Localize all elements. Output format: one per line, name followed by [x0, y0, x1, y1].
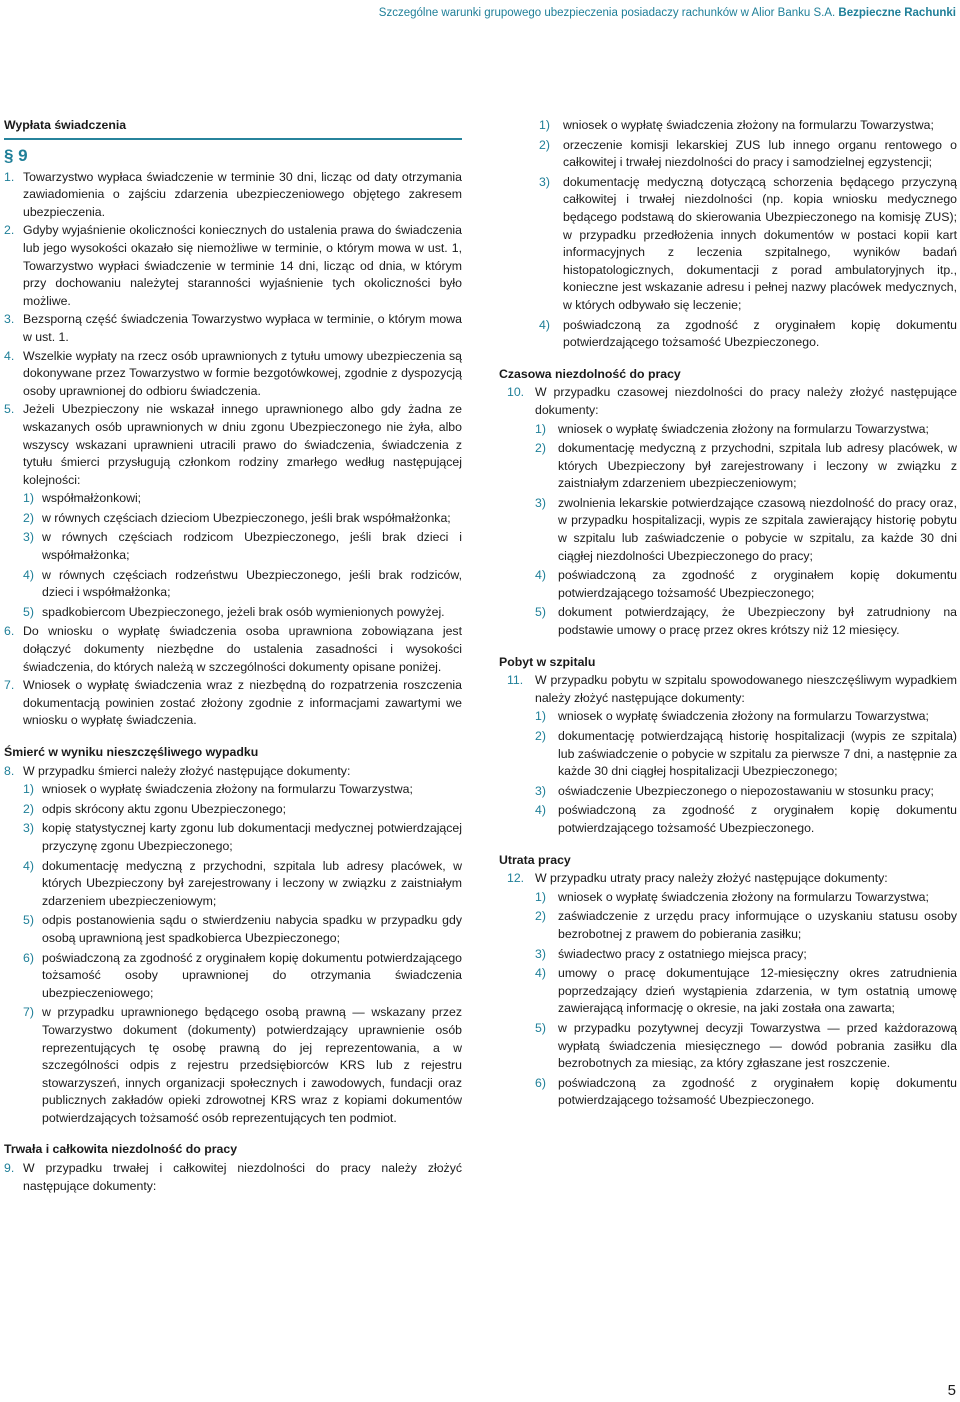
clause-12-item-3 — [535, 946, 957, 964]
item-number: 5) — [23, 913, 34, 928]
item-number: 3) — [539, 174, 550, 189]
clause-10-item-4 — [535, 567, 957, 602]
item-number: 3) — [535, 495, 546, 510]
item-number: 3) — [535, 946, 546, 961]
clause-12-item-2 — [535, 908, 957, 943]
item-text: w przypadku pozytywnej decyzji Towarzystwa — przed każdorazową wypłatą świadczenia miesięcznego — dowód pobrania zasiłku dla bezrobotnych za miesiąc, za który zgłaszane jest roszczenie. — [558, 1020, 957, 1071]
item-text: współmałżonkowi; — [42, 491, 142, 506]
clause-11-item-3 — [535, 783, 957, 801]
item-number: 5) — [23, 604, 34, 619]
item-text: poświadczoną za zgodność z oryginałem kopię dokumentu potwierdzającego tożsamość Ubezpieczonego. — [563, 317, 957, 350]
clause-10-item-2 — [535, 440, 957, 493]
job-loss-section-title: Utrata pracy — [499, 852, 571, 867]
item-number: 4) — [539, 317, 550, 332]
clause-text: Do wniosku o wypłatę świadczenia osoba uprawniona zobowiązana jest dołączyć dokumenty niezbędne do ustalenia zasadności i wysokości świadczenia, do których należą w szczególności dokumenty opisane poniżej. — [23, 624, 462, 674]
clause-number: 1. — [4, 169, 15, 184]
item-text: w równych częściach rodzeństwu Ubezpieczonego, jeśli brak rodziców, dzieci i współmałżonka; — [42, 567, 462, 600]
clause-9-item-2 — [539, 137, 957, 172]
header-text: Szczególne warunki grupowego ubezpieczenia posiadaczy rachunków w Alior Banku S.A. — [378, 7, 839, 19]
temporary-disability-section-title: Czasowa niezdolność do pracy — [499, 366, 681, 381]
header-product-name: Bezpieczne Rachunki — [838, 7, 956, 19]
item-number: 1) — [23, 491, 34, 506]
clause-7 — [4, 677, 462, 730]
clause-text: Wniosek o wypłatę świadczenia wraz z niezbędną do rozpatrzenia roszczenia dokumentacją powinien zostać złożony zgodnie z informacjami zawartymi we wniosku o wypłatę świadczenia. — [23, 678, 462, 728]
item-number: 6) — [535, 1075, 546, 1090]
item-number: 1) — [535, 889, 546, 904]
clause-11 — [499, 672, 957, 707]
clause-text: W przypadku czasowej niezdolności do pracy należy złożyć następujące dokumenty: — [535, 385, 957, 417]
clause-9-item-4 — [539, 317, 957, 352]
clause-number: 2. — [4, 223, 15, 238]
clause-12 — [499, 870, 957, 888]
item-text: świadectwo pracy z ostatniego miejsca pracy; — [558, 946, 807, 961]
clause-8-item-4 — [23, 858, 462, 911]
item-text: poświadczoną za zgodność z oryginałem kopię dokumentu potwierdzającego tożsamość Ubezpieczonego; — [558, 568, 957, 600]
permanent-disability-section-title: Trwała i całkowita niezdolność do pracy — [4, 1142, 238, 1157]
title-rule — [4, 138, 462, 140]
item-text: dokumentację medyczną z przychodni, szpitala lub adresy placówek, w których Ubezpieczony był zarejestrowany i leczony w związku z zaistniałym zdarzeniem ubezpieczeniowym; — [558, 441, 957, 491]
item-text: zwolnienia lekarskie potwierdzające czasową niezdolność do pracy oraz, w przypadku hospitalizacji, wypis ze szpitala zawierający historię pobytu w szpitalu lub zaświadczenie o pobycie w szpitalu, za każde 30 dni ciągłej niezdolności Ubezpieczonego do pracy; — [558, 495, 957, 563]
item-number: 5) — [535, 1020, 546, 1035]
clause-1 — [4, 169, 462, 222]
item-number: 2) — [539, 137, 550, 152]
clause-8-item-2 — [23, 801, 462, 819]
item-text: wniosek o wypłatę świadczenia złożony na formularzu Towarzystwa; — [558, 889, 929, 904]
clause-number: 10. — [507, 385, 525, 400]
section-title: Wypłata świadczenia — [4, 118, 127, 132]
item-number: 4) — [535, 568, 546, 583]
item-text: poświadczoną za zgodność z oryginałem kopię dokumentu potwierdzającego tożsamość osoby uprawnionej do otrzymania świadczenia ubezpieczeniowego; — [42, 950, 462, 1000]
item-text: dokumentację medyczną dotyczącą schorzenia będącego przyczyną całkowitej i trwałej niezdolności (np. kopia wniosku medycznego będącego podstawą do skierowania Ubezpieczonego na komisję ZUS); w przypadku przedłożenia innych dokumentów w postaci kopii kart informacyjnych z leczenia szpitalnego, wyników badań histopatologicznych, dokumentacji z porad ambulatoryjnych itp., konieczne jest wskazanie adresu i pełnej nazwy placówek medycznych, w których odbywało się leczenie; — [563, 174, 957, 312]
item-text: w przypadku uprawnionego będącego osobą prawną — wskazany przez Towarzystwo dokument (dokumenty) potwierdzający uprawnienie osób reprezentujących tę osobę prawną do jej reprezentowania, a w szczególności odpis z rejestru przedsiębiorców KRS lub z rejestru stowarzyszeń, innych organizacji społecznych i zawodowych, fundacji oraz publicznych zakładów opieki zdrowotnej KRS wraz z kopiami dokumentów potwierdzających tożsamość osób reprezentujących ten podmiot. — [42, 1005, 462, 1125]
clause-number: 9. — [4, 1161, 15, 1176]
clause-text: Jeżeli Ubezpieczony nie wskazał innego uprawnionego albo gdy żadna ze wskazanych osób uprawnionych w dniu zgonu Ubezpieczonego nie żyła, albo wszyscy wskazani uprawnieni utracili prawo do świadczenia, świadczenia z tytułu śmierci przysługują członkom rodziny zmarłego według następującej kolejności: — [23, 402, 462, 487]
clause-12-item-4 — [535, 965, 957, 1018]
item-text: poświadczoną za zgodność z oryginałem kopię dokumentu potwierdzającego tożsamość Ubezpieczonego. — [558, 1075, 957, 1108]
clause-5 — [4, 401, 462, 489]
clause-2 — [4, 222, 462, 310]
clause-10 — [499, 384, 957, 419]
clause-8-item-1 — [23, 781, 462, 799]
clause-10-item-5 — [535, 604, 957, 639]
hospital-section-title: Pobyt w szpitalu — [499, 654, 596, 669]
clause-9-item-3 — [539, 174, 957, 315]
clause-9 — [4, 1160, 462, 1195]
item-text: wniosek o wypłatę świadczenia złożony na formularzu Towarzystwa; — [42, 782, 413, 797]
item-text: w równych częściach rodzicom Ubezpieczonego, jeśli brak dzieci i współmałżonka; — [42, 530, 462, 563]
clause-5-item-5 — [23, 604, 462, 622]
item-number: 5) — [535, 605, 546, 620]
item-number: 2) — [535, 441, 546, 456]
clause-12-item-1 — [535, 889, 957, 907]
clause-9-item-1 — [539, 117, 957, 135]
left-column — [4, 117, 462, 1196]
clause-number: 8. — [4, 763, 15, 778]
item-number: 2) — [23, 510, 34, 525]
item-number: 4) — [535, 803, 546, 818]
item-number: 4) — [23, 567, 34, 582]
item-number: 4) — [23, 858, 34, 873]
clause-12-item-5 — [535, 1020, 957, 1073]
item-number: 1) — [535, 709, 546, 724]
item-number: 4) — [535, 966, 546, 981]
clause-text: Bezsporną część świadczenia Towarzystwo wypłaca w terminie, o którym mowa w ust. 1. — [23, 312, 462, 344]
clause-text: W przypadku śmierci należy złożyć następujące dokumenty: — [23, 763, 351, 778]
item-text: wniosek o wypłatę świadczenia złożony na formularzu Towarzystwa; — [563, 118, 934, 132]
item-text: umowy o pracę dokumentujące 12-miesięczny okres zatrudnienia poprzedzający dzień wystąpienia zdarzenia, w tym ostatnią umowę zawierającą informację o okresie, na jaki została ona zawarta; — [558, 966, 957, 1016]
item-text: w równych częściach dzieciom Ubezpieczonego, jeśli brak współmałżonka; — [42, 510, 451, 525]
item-text: dokumentację potwierdzającą historię hospitalizacji (wypis ze szpitala) lub zaświadczenie o pobycie w szpitalu za pierwsze 7 dni, a następnie za każde 30 dni ciągłej hospitalizacji Ubezpieczonego; — [558, 729, 957, 779]
clause-text: Towarzystwo wypłaca świadczenie w terminie 30 dni, licząc od daty otrzymania zawiadomienia o zajściu zdarzenia ubezpieczeniowego objętego zakresem ubezpieczenia. — [23, 169, 462, 219]
item-text: wniosek o wypłatę świadczenia złożony na formularzu Towarzystwa; — [558, 421, 929, 436]
clause-8-item-5 — [23, 912, 462, 947]
clause-8-item-6 — [23, 950, 462, 1003]
item-text: kopię statystycznej karty zgonu lub dokumentacji medycznej potwierdzającej przyczynę zgonu Ubezpieczonego; — [42, 821, 462, 853]
clause-5-item-2 — [23, 510, 462, 528]
clause-4 — [4, 348, 462, 401]
clause-text: Wszelkie wypłaty na rzecz osób uprawnionych z tytułu umowy ubezpieczenia są dokonywane przez Towarzystwo w formie bezgotówkowej, zgodnie z dyspozycją osoby uprawnionej do odbioru świadczenia. — [23, 348, 462, 398]
clause-10-item-1 — [535, 421, 957, 439]
running-header — [379, 7, 956, 19]
item-text: odpis postanowienia sądu o stwierdzeniu nabycia spadku w przypadku gdy osobą uprawnioną jest spadkobierca Ubezpieczonego; — [42, 913, 462, 945]
clause-11-item-1 — [535, 708, 957, 726]
item-number: 2) — [535, 729, 546, 743]
item-number: 1) — [23, 782, 34, 797]
clause-text: W przypadku utraty pracy należy złożyć następujące dokumenty: — [535, 871, 888, 886]
item-text: dokument potwierdzający, że Ubezpieczony był zatrudniony na podstawie umowy o pracę przez okres krótszy niż 12 miesięcy. — [558, 605, 957, 638]
clause-8-item-3 — [23, 820, 462, 855]
item-text: odpis skrócony aktu zgonu Ubezpieczonego; — [42, 801, 287, 816]
clause-text: Gdyby wyjaśnienie okoliczności koniecznych do ustalenia prawa do świadczenia lub jego wysokości okazało się niemożliwe w terminie, o którym mowa w ust. 1, Towarzystwo wypłaci świadczenie w terminie 14 dni, licząc od dnia, w którym przy dochowaniu należytej staranności wyjaśnienie tych okoliczności było możliwe. — [23, 223, 462, 308]
clause-10-item-3 — [535, 495, 957, 565]
item-number: 6) — [23, 950, 34, 965]
item-number: 1) — [535, 421, 546, 436]
item-number: 1) — [539, 118, 550, 132]
clause-3 — [4, 311, 462, 346]
death-section-title: Śmierć w wyniku nieszczęśliwego wypadku — [4, 745, 259, 759]
right-column — [499, 117, 957, 1112]
clause-number: 11. — [507, 673, 524, 688]
clause-number: 3. — [4, 312, 15, 327]
item-number: 3) — [23, 821, 34, 836]
clause-8-item-7 — [23, 1004, 462, 1127]
clause-number: 4. — [4, 348, 15, 363]
clause-6 — [4, 623, 462, 676]
item-number: 7) — [23, 1005, 34, 1020]
clause-5-item-3 — [23, 529, 462, 564]
item-number: 3) — [535, 783, 546, 798]
item-text: poświadczoną za zgodność z oryginałem kopię dokumentu potwierdzającego tożsamość Ubezpieczonego. — [558, 803, 957, 835]
item-number: 2) — [535, 909, 546, 924]
clause-number: 6. — [4, 624, 15, 639]
clause-number: 5. — [4, 402, 15, 417]
page-number: 5 — [947, 1382, 956, 1399]
item-text: orzeczenie komisji lekarskiej ZUS lub innego organu rentowego o całkowitej i trwałej niezdolności do pracy i samodzielnej egzystencji; — [563, 137, 957, 170]
item-text: dokumentację medyczną z przychodni, szpitala lub adresy placówek, w których Ubezpieczony był zarejestrowany i leczony w związku z zaistniałym zdarzeniem ubezpieczeniowym; — [42, 858, 462, 908]
item-number: 3) — [23, 530, 34, 545]
clause-number: 12. — [507, 871, 525, 886]
clause-text: W przypadku trwałej i całkowitej niezdolności do pracy należy złożyć następujące dokumenty: — [23, 1161, 462, 1193]
clause-11-item-2 — [535, 728, 957, 781]
clause-12-item-6 — [535, 1075, 957, 1110]
clause-11-item-4 — [535, 802, 957, 837]
clause-number: 7. — [4, 678, 15, 693]
clause-8 — [4, 763, 462, 781]
item-text: zaświadczenie z urzędu pracy informujące o uzyskaniu statusu osoby bezrobotnej z prawem do pobierania zasiłku; — [558, 909, 957, 941]
clause-5-item-1 — [23, 490, 462, 508]
clause-5-item-4 — [23, 567, 462, 602]
item-text: wniosek o wypłatę świadczenia złożony na formularzu Towarzystwa; — [558, 709, 929, 724]
item-text: spadkobiercom Ubezpieczonego, jeżeli brak osób wymienionych powyżej. — [42, 604, 445, 619]
clause-text: W przypadku pobytu w szpitalu spowodowanego nieszczęśliwym wypadkiem należy złożyć następujące dokumenty: — [535, 673, 957, 705]
item-text: oświadczenie Ubezpieczonego o niepozostawaniu w stosunku pracy; — [558, 783, 934, 798]
paragraph-number: § 9 — [4, 145, 28, 165]
item-number: 2) — [23, 801, 34, 816]
